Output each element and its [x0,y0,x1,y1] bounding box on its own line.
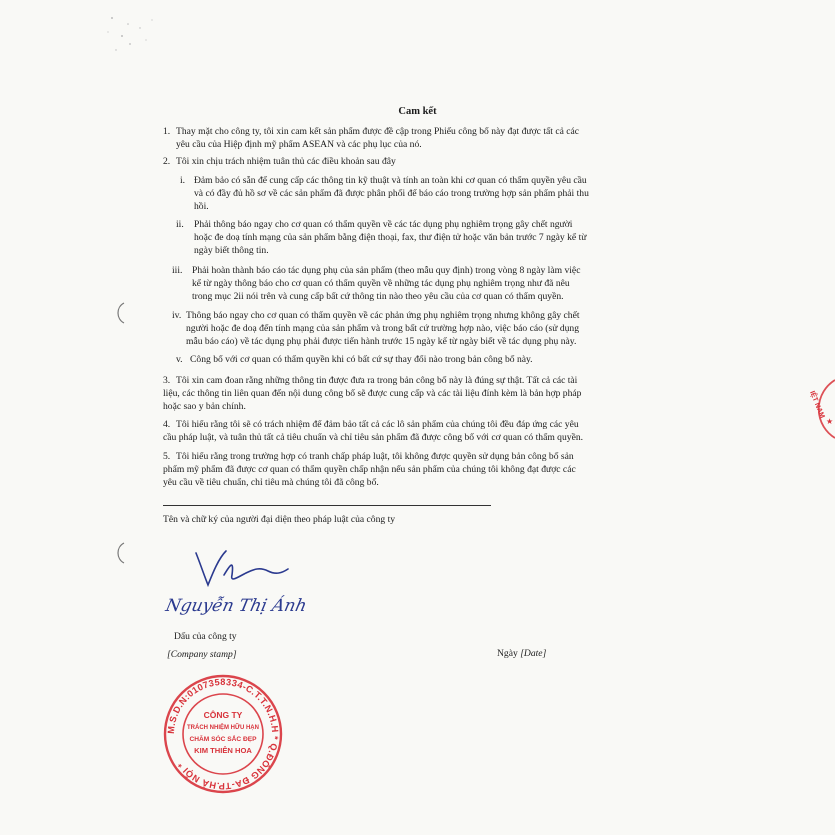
item-line: cầu pháp luật, và tuân thủ tất cả tiêu chuẩn và chỉ tiêu sản phẩm đã được công bố với cơ quan có thẩm quyền. [163,432,584,443]
punch-hole-mark [112,301,128,325]
item-3-continuation [163,387,581,413]
item-4-text [176,418,579,431]
stamp-label: Dấu của công ty [174,631,237,642]
subitem-v-text [190,353,533,366]
item-line: liệu, các thông tin liên quan đến nội dung công bố sẽ được cung cấp và các tài liệu đính kèm là bản hợp pháp [163,388,582,399]
subitem-number: iv. [172,310,182,321]
subitem-line: người hoặc đe doạ đến tính mạng của sản phẩm và trong bất cứ trường hợp nào, việc báo cáo (sử dụng [186,323,580,335]
subitem-line: hoặc đe doạ tính mạng của sản phẩm bằng điện thoại, fax, thư điện tử hoặc văn bản trước 7 ngày kể từ [194,232,587,244]
subitem-number: ii. [176,219,184,230]
date-placeholder: [Date] [520,648,547,659]
subitem-number: iii. [172,265,183,276]
item-number: 3. [163,375,171,386]
stamp-line: TRÁCH NHIỆM HỮU HẠN [187,725,259,731]
stamp-line: KIM THIÊN HOA [194,746,252,755]
item-number: 1. [163,126,171,137]
item-line: Tôi xin cam đoan rằng những thông tin được đưa ra trong bản công bố này là đúng sự thật. Tất cả các tài [176,375,578,386]
signature-caption: Tên và chữ ký của người đại diện theo pháp luật của công ty [163,514,396,525]
item-line: Tôi hiểu rằng trong trường hợp có tranh chấp pháp luật, tôi không được quyền sử dụng bản công bố sản [176,451,574,462]
subitem-number: i. [180,175,186,186]
handwritten-name-text: Nguyễn Thị Ánh [163,596,309,616]
item-number: 5. [163,451,171,462]
subitem-ii-text [194,218,586,258]
subitem-iv-text [186,309,580,349]
subitem-number: v. [176,354,183,365]
scan-specks [100,14,170,54]
subitem-line: Đảm bảo có sẵn để cung cấp các thông tin kỹ thuật và tính an toàn khi cơ quan có thẩm quyền yêu cầu [194,175,587,186]
item-5-continuation [163,463,576,489]
date-label-text: Ngày [497,648,518,659]
item-2-text [176,155,396,168]
item-line: yêu cầu về tiêu chuẩn, chỉ tiêu mà chúng tôi đã công bố. [163,477,379,489]
item-line: Tôi hiểu rằng tôi sẽ có trách nhiệm để đảm bảo tất cả các lô sản phẩm của chúng tôi đều đáp ứng các yêu [176,419,579,430]
item-line: phẩm mỹ phẩm đã được cơ quan có thẩm quyền chấp nhận nếu sản phẩm của chúng tôi không đạt được các [163,464,576,475]
subitem-line: hồi. [194,201,209,213]
subitem-line: kể từ ngày thông báo cho cơ quan có thẩm quyền về những tác dụng phụ nghiêm trọng như đã nêu [192,278,570,290]
subitem-line: Công bố với cơ quan có thẩm quyền khi có bất cứ sự thay đổi nào trong bản công bố này. [190,354,533,365]
subitem-line: Phải thông báo ngay cho cơ quan có thẩm quyền về các tác dụng phụ nghiêm trọng gây chết người [194,219,573,230]
subitem-line: mẫu báo cáo) về tác dụng phụ phải được tiến hành trước 15 ngày kể từ ngày biết về tác dụng phụ này. [186,336,577,348]
subitem-i-text [194,174,589,214]
item-line: Thay mặt cho công ty, tôi xin cam kết sản phẩm được đề cập trong Phiếu công bố này đạt được tất cả các [176,126,580,137]
item-line: Tôi xin chịu trách nhiệm tuân thủ các điều khoản sau đây [176,156,396,167]
document-title: Cam kết [398,106,437,117]
item-line: yêu cầu của Hiệp định mỹ phẩm ASEAN và các phụ lục của nó. [176,139,422,151]
item-number: 4. [163,419,171,430]
edge-seal [796,378,835,440]
punch-hole-mark [112,541,128,565]
subitem-line: Thông báo ngay cho cơ quan có thẩm quyền về các phản ứng phụ nghiêm trọng nhưng không gây chết [186,310,580,321]
handwritten-name [163,587,356,623]
subitem-line: và có đầy đủ hồ sơ về các sản phẩm đã được phân phối để báo cáo trong trường hợp sản phẩm phải thu [194,188,589,200]
stamp-line: CÔNG TY [203,710,243,720]
stamp-placeholder: [Company stamp] [167,649,237,660]
subitem-line: trong mục 2ii nói trên và cung cấp bất cứ thông tin nào theo yêu cầu của cơ quan có thẩm quyền. [192,291,564,303]
subitem-line: Phải hoàn thành báo cáo tác dụng phụ của sản phẩm (theo mẫu quy định) trong vòng 8 ngày làm việc [192,265,581,276]
signature-divider [163,505,491,506]
date-label [497,648,546,659]
edge-seal-text: IỆT NAM [808,390,826,420]
item-number: 2. [163,156,171,167]
item-4-continuation [163,431,583,444]
item-line: hoặc sao y bản chính. [163,401,246,413]
item-1-text [176,125,579,151]
svg-text:★: ★ [826,417,834,426]
subitem-line: ngày biết thông tin. [194,245,269,257]
item-3-text [176,374,577,387]
company-stamp [160,671,286,797]
item-5-text [176,450,574,463]
stamp-line: CHĂM SÓC SẮC ĐẸP [189,736,257,743]
subitem-iii-text [192,264,580,304]
stamp-ring-text: M.S.D.N:0107358334-C.T.T.N.H.H * Q.ĐỐNG ĐA-TP.HÀ NỘI * [165,676,281,792]
